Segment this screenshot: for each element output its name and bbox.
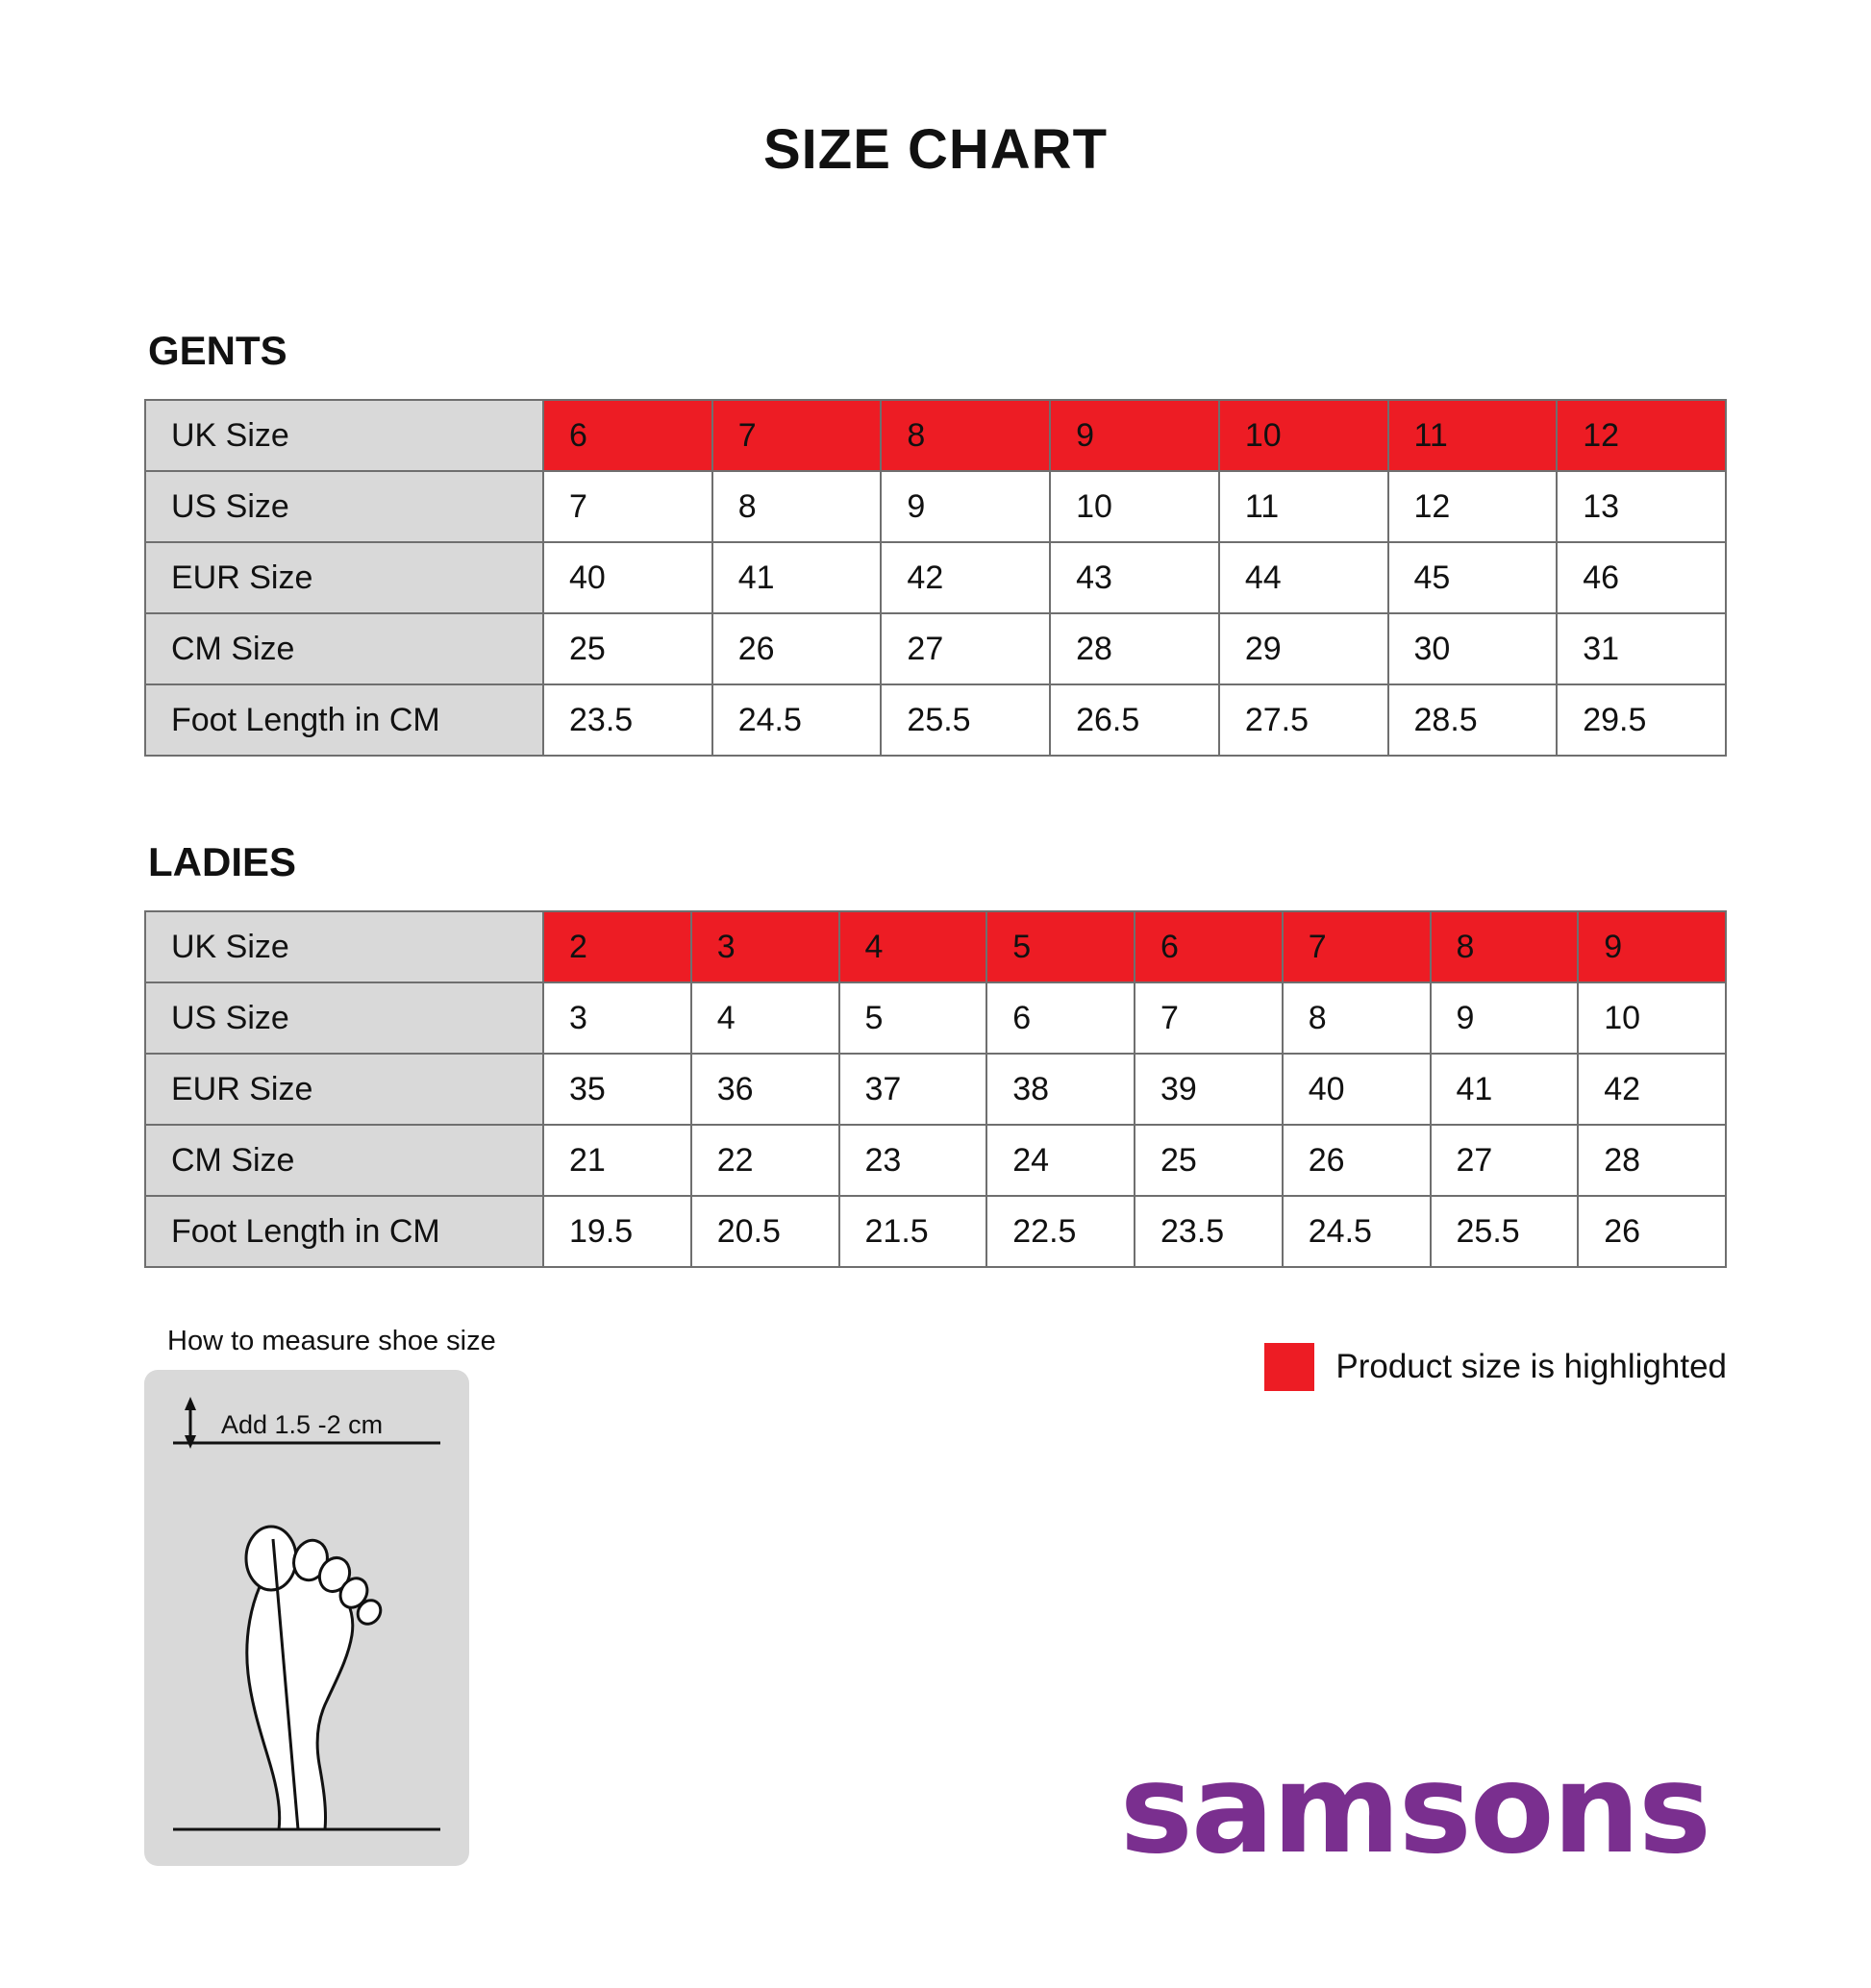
- size-cell: 36: [691, 1054, 839, 1125]
- size-cell: 29.5: [1557, 684, 1726, 756]
- bottom-area: [144, 1326, 1727, 1881]
- size-cell: 44: [1219, 542, 1388, 613]
- size-cell: 24.5: [1283, 1196, 1431, 1267]
- size-cell: 25: [543, 613, 712, 684]
- measure-caption: How to measure shoe size: [167, 1326, 496, 1356]
- size-cell: 11: [1219, 471, 1388, 542]
- table-row: [145, 400, 1726, 471]
- section-heading-ladies: LADIES: [148, 839, 297, 884]
- size-cell: 26.5: [1050, 684, 1219, 756]
- size-cell: 25.5: [881, 684, 1050, 756]
- size-cell: 8: [1431, 911, 1579, 982]
- size-cell: 7: [712, 400, 882, 471]
- size-cell: 29: [1219, 613, 1388, 684]
- row-label: CM Size: [145, 1125, 543, 1196]
- size-cell: 41: [1431, 1054, 1579, 1125]
- size-cell: 27: [881, 613, 1050, 684]
- size-chart-page: [0, 117, 1871, 1988]
- size-cell: 8: [1283, 982, 1431, 1054]
- size-cell: 41: [712, 542, 882, 613]
- table-row: [145, 684, 1726, 756]
- size-cell: 40: [543, 542, 712, 613]
- size-cell: 20.5: [691, 1196, 839, 1267]
- size-cell: 21: [543, 1125, 691, 1196]
- size-cell: 26: [1283, 1125, 1431, 1196]
- size-cell: 38: [986, 1054, 1135, 1125]
- size-cell: 35: [543, 1054, 691, 1125]
- size-cell: 37: [839, 1054, 987, 1125]
- legend: [1264, 1343, 1727, 1391]
- row-label: CM Size: [145, 613, 543, 684]
- size-cell: 2: [543, 911, 691, 982]
- table-row: [145, 911, 1726, 982]
- size-cell: 27.5: [1219, 684, 1388, 756]
- table-row: [145, 542, 1726, 613]
- size-cell: 4: [839, 911, 987, 982]
- size-cell: 46: [1557, 542, 1726, 613]
- foot-diagram-icon: [144, 1370, 469, 1866]
- size-cell: 25.5: [1431, 1196, 1579, 1267]
- size-cell: 45: [1388, 542, 1558, 613]
- size-cell: 24: [986, 1125, 1135, 1196]
- size-cell: 42: [881, 542, 1050, 613]
- size-cell: 31: [1557, 613, 1726, 684]
- size-cell: 26: [1578, 1196, 1726, 1267]
- brand-logo: samsons: [1119, 1738, 1709, 1881]
- foot-measure-illustration: [144, 1370, 469, 1866]
- table-row: [145, 1054, 1726, 1125]
- size-cell: 5: [986, 911, 1135, 982]
- size-cell: 22: [691, 1125, 839, 1196]
- size-cell: 39: [1135, 1054, 1283, 1125]
- size-cell: 28.5: [1388, 684, 1558, 756]
- page-title: SIZE CHART: [763, 118, 1108, 181]
- table-row: [145, 982, 1726, 1054]
- table-row: [145, 1196, 1726, 1267]
- size-cell: 7: [1135, 982, 1283, 1054]
- size-cell: 40: [1283, 1054, 1431, 1125]
- size-cell: 5: [839, 982, 987, 1054]
- size-cell: 22.5: [986, 1196, 1135, 1267]
- size-cell: 9: [881, 471, 1050, 542]
- size-cell: 30: [1388, 613, 1558, 684]
- gents-size-table: [144, 399, 1727, 757]
- size-cell: 19.5: [543, 1196, 691, 1267]
- size-cell: 8: [712, 471, 882, 542]
- size-cell: 28: [1050, 613, 1219, 684]
- add-label: Add 1.5 -2 cm: [221, 1410, 384, 1439]
- size-cell: 4: [691, 982, 839, 1054]
- size-cell: 6: [986, 982, 1135, 1054]
- size-cell: 28: [1578, 1125, 1726, 1196]
- row-label: Foot Length in CM: [145, 1196, 543, 1267]
- size-cell: 6: [1135, 911, 1283, 982]
- table-row: [145, 613, 1726, 684]
- size-cell: 10: [1050, 471, 1219, 542]
- legend-color-swatch: [1264, 1343, 1314, 1391]
- table-row: [145, 471, 1726, 542]
- size-cell: 21.5: [839, 1196, 987, 1267]
- row-label: Foot Length in CM: [145, 684, 543, 756]
- size-cell: 6: [543, 400, 712, 471]
- size-cell: 12: [1388, 471, 1558, 542]
- size-cell: 23: [839, 1125, 987, 1196]
- size-cell: 7: [1283, 911, 1431, 982]
- size-cell: 23.5: [1135, 1196, 1283, 1267]
- size-cell: 13: [1557, 471, 1726, 542]
- ladies-size-table: [144, 910, 1727, 1268]
- row-label: UK Size: [145, 400, 543, 471]
- size-cell: 9: [1578, 911, 1726, 982]
- section-heading-gents: GENTS: [148, 328, 287, 373]
- size-cell: 26: [712, 613, 882, 684]
- legend-label: Product size is highlighted: [1335, 1348, 1727, 1385]
- row-label: US Size: [145, 471, 543, 542]
- size-cell: 24.5: [712, 684, 882, 756]
- row-label: US Size: [145, 982, 543, 1054]
- size-cell: 10: [1578, 982, 1726, 1054]
- size-cell: 9: [1050, 400, 1219, 471]
- size-cell: 7: [543, 471, 712, 542]
- size-cell: 42: [1578, 1054, 1726, 1125]
- size-cell: 3: [543, 982, 691, 1054]
- table-row: [145, 1125, 1726, 1196]
- size-cell: 10: [1219, 400, 1388, 471]
- size-cell: 8: [881, 400, 1050, 471]
- size-cell: 25: [1135, 1125, 1283, 1196]
- size-cell: 9: [1431, 982, 1579, 1054]
- size-cell: 12: [1557, 400, 1726, 471]
- row-label: EUR Size: [145, 1054, 543, 1125]
- size-cell: 43: [1050, 542, 1219, 613]
- size-cell: 3: [691, 911, 839, 982]
- size-cell: 27: [1431, 1125, 1579, 1196]
- size-cell: 23.5: [543, 684, 712, 756]
- row-label: EUR Size: [145, 542, 543, 613]
- size-cell: 11: [1388, 400, 1558, 471]
- row-label: UK Size: [145, 911, 543, 982]
